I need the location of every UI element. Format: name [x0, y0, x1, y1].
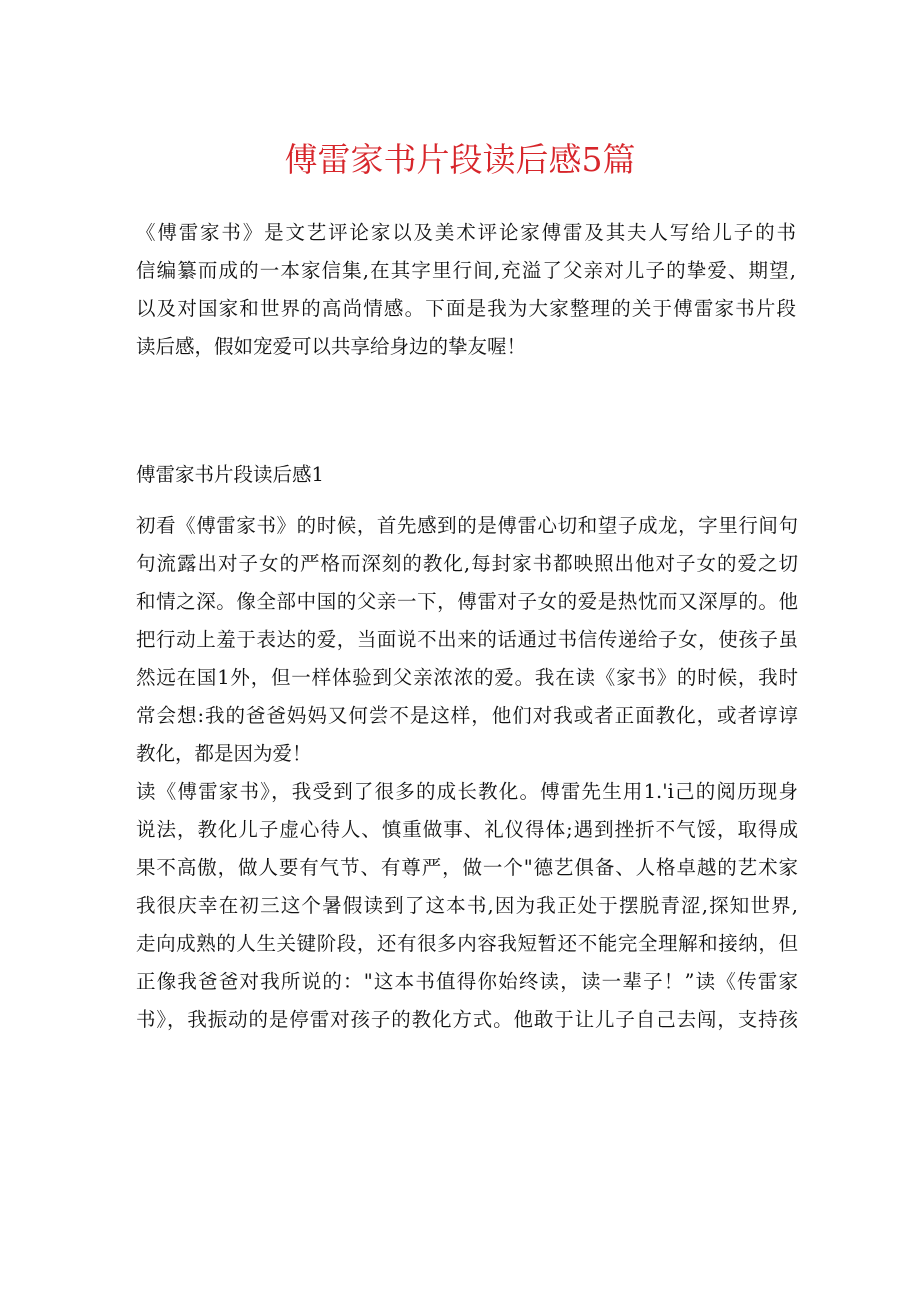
body-line: 说法，教化儿子虚心待人、慎重做事、礼仪得体;遇到挫折不气馁，取得成 [136, 818, 798, 841]
body-line: 把行动上羞于表达的爱，当面说不出来的话通过书信传递给子女，使孩子虽 [136, 628, 798, 651]
intro-paragraph [136, 214, 796, 366]
document-title: 傅雷家书片段读后感5篇 [284, 140, 636, 179]
body-line: 走向成熟的人生关键阶段，还有很多内容我短暂还不能完全理解和接纳，但 [136, 932, 798, 955]
body-line: 句流露出对子女的严格而深刻的教化,每封家书都映照出他对子女的爱之切 [136, 552, 798, 575]
body-paragraphs [136, 507, 798, 1039]
body-line: 教化，都是因为爱！ [136, 742, 312, 765]
body-line: 初看《傅雷家书》的时候，首先感到的是傅雷心切和望子成龙，字里行间句 [136, 514, 798, 537]
body-line: 和情之深。像全部中国的父亲一下，傅雷对子女的爱是热忱而又深厚的。他 [136, 590, 798, 613]
body-line: 读《傅雷家书》，我受到了很多的成长教化。傅雷先生用1.'i己的阅历现身 [136, 780, 798, 803]
intro-line: 读后感，假如宠爱可以共享给身边的挚友喔！ [136, 335, 527, 358]
section-heading: 傅雷家书片段读后感1 [136, 463, 324, 486]
body-line: 然远在国1外，但一样体验到父亲浓浓的爱。我在读《家书》的时候，我时 [136, 666, 798, 689]
intro-line: 《傅雷家书》是文艺评论家以及美术评论家傅雷及其夫人写给儿子的书 [136, 221, 796, 244]
body-line: 我很庆幸在初三这个暑假读到了这本书,因为我正处于摆脱青涩,探知世界, [136, 894, 798, 917]
body-line: 常会想:我的爸爸妈妈又何尝不是这样，他们对我或者正面教化，或者谆谆 [136, 704, 798, 727]
intro-line: 信编纂而成的一本家信集,在其字里行间,充溢了父亲对儿子的挚爱、期望, [136, 259, 796, 282]
body-line: 书》，我振动的是停雷对孩子的教化方式。他敢于让儿子自己去闯，支持孩 [136, 1008, 798, 1031]
body-line: 果不高傲，做人要有气节、有尊严，做一个"德艺俱备、人格卓越的艺术家 [136, 856, 798, 879]
body-line: 正像我爸爸对我所说的："这本书值得你始终读，读一辈子！”读《传雷家 [136, 970, 798, 993]
intro-line: 以及对国家和世界的高尚情感。下面是我为大家整理的关于傅雷家书片段 [136, 297, 796, 320]
